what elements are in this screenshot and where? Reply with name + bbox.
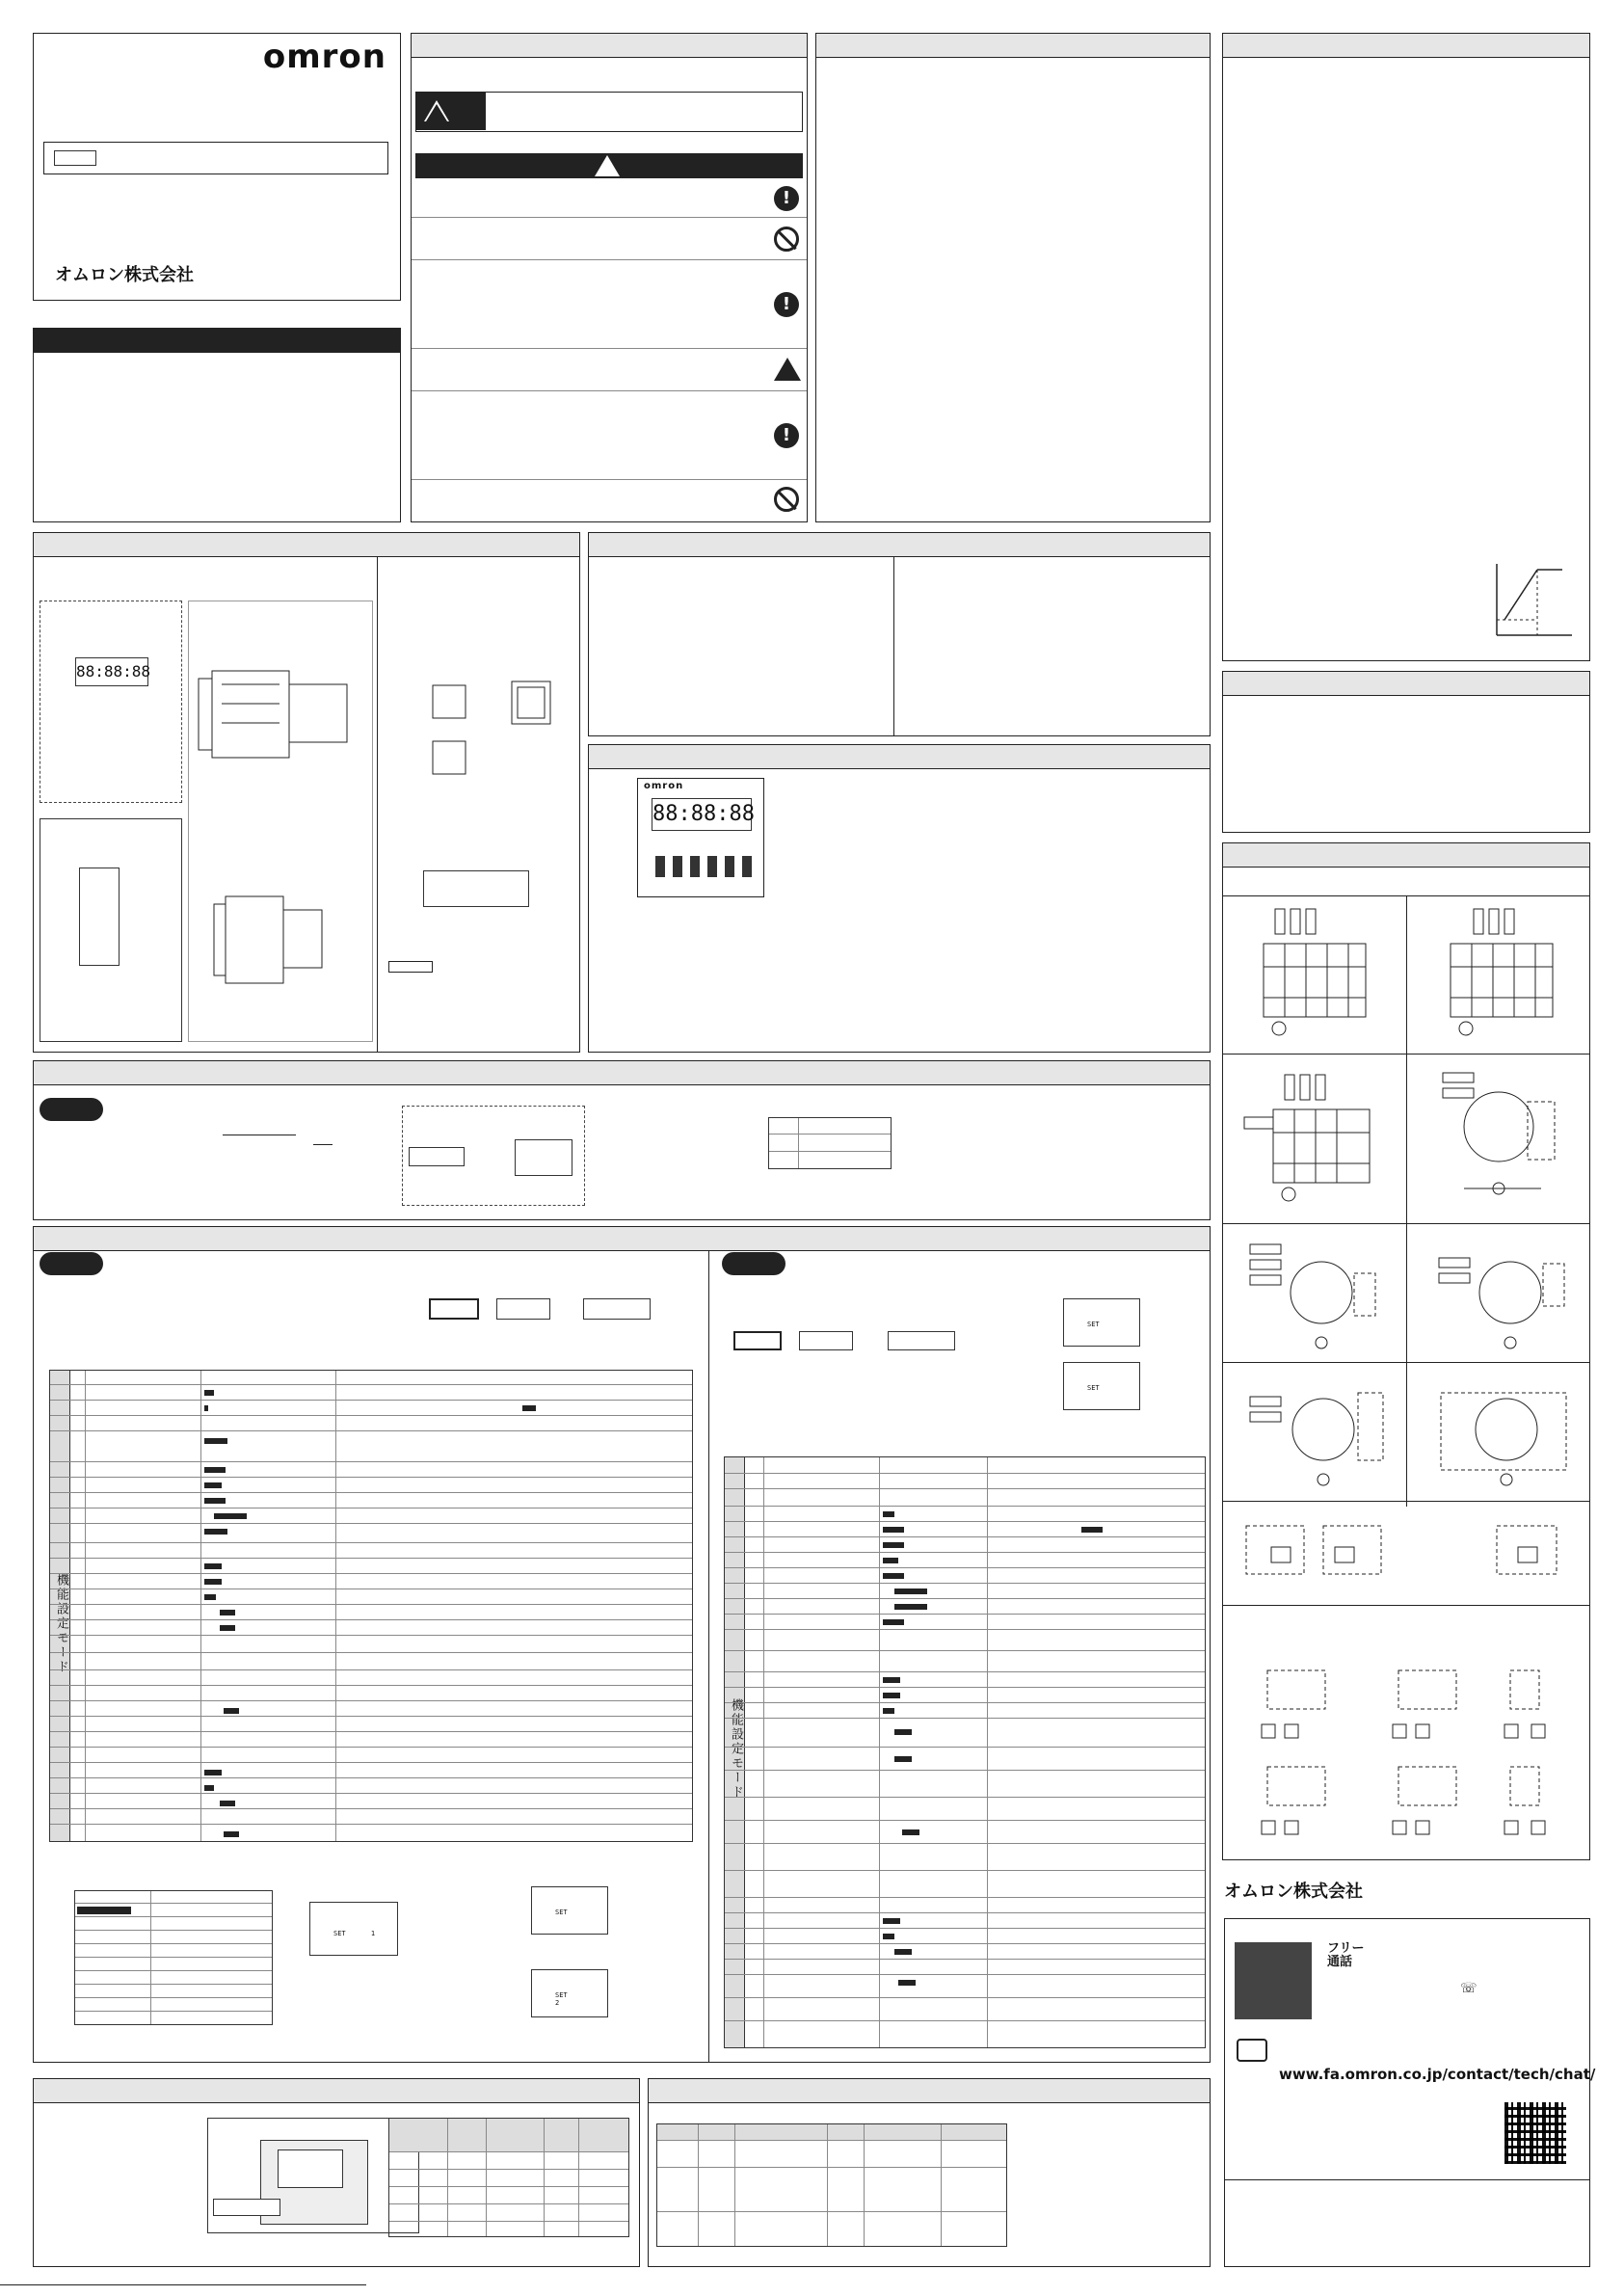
scaling-table xyxy=(768,1117,892,1169)
settings-table-right xyxy=(724,1456,1206,2048)
ratings-panel xyxy=(1222,671,1590,833)
input-diagrams xyxy=(1242,1518,1570,1595)
freecall-label: フリー通話 xyxy=(1327,1941,1365,1969)
company-name: オムロン株式会社 xyxy=(55,265,194,285)
device-photo xyxy=(207,2118,419,2233)
step-pill-3 xyxy=(722,1252,785,1275)
mode-label-right: 機能設定モード xyxy=(729,1698,743,1800)
set-display-bottom: SET xyxy=(1063,1362,1140,1410)
mode-label-left: 機能設定モード xyxy=(54,1573,68,1674)
value-display-3 xyxy=(531,1969,608,2017)
cover-panel xyxy=(33,33,401,301)
reset-table xyxy=(388,2118,629,2237)
mount-tag xyxy=(388,961,433,973)
output-diagrams xyxy=(1258,1661,1566,1854)
errors-panel xyxy=(648,2078,1211,2267)
settings-table-left xyxy=(49,1370,693,1842)
warning-title-bar xyxy=(415,153,803,178)
specs-header xyxy=(1223,34,1589,58)
footer-company: オムロン株式会社 xyxy=(1224,1882,1363,1902)
footer-rule xyxy=(0,2284,366,2285)
front-view xyxy=(40,601,182,803)
display-table xyxy=(74,1890,273,2025)
step-pill-2 xyxy=(40,1252,103,1275)
callout-box xyxy=(213,2199,280,2216)
side-view xyxy=(188,601,373,1042)
socket-diagram-6 xyxy=(1435,1235,1570,1354)
mandatory-action-icon: ! xyxy=(774,423,799,448)
parts-panel xyxy=(588,744,1211,1053)
socket-diagram-4 xyxy=(1435,1063,1560,1208)
device-front xyxy=(637,778,764,897)
function-header xyxy=(34,1227,1210,1251)
warning-banner xyxy=(415,92,803,132)
notice-header xyxy=(34,329,400,353)
errors-header xyxy=(649,2079,1210,2103)
parts-header xyxy=(589,745,1210,769)
panel-cutout xyxy=(415,678,560,784)
front-lcd: 88:88:88 xyxy=(75,657,148,686)
specs-panel xyxy=(1222,33,1590,661)
notice-panel xyxy=(33,328,401,522)
ratings-header xyxy=(1223,672,1589,696)
mandatory-action-icon: ! xyxy=(774,292,799,317)
chat-bubble-icon xyxy=(1237,2039,1267,2062)
mandatory-action-icon: ! xyxy=(774,186,799,211)
terminal-diagram-3 xyxy=(1235,1071,1379,1206)
reset-panel xyxy=(33,2078,640,2267)
socket-diagram-5 xyxy=(1246,1235,1381,1354)
precautions-header xyxy=(816,34,1210,58)
phone-icon: ☏ xyxy=(1460,1981,1478,1996)
terminal-diagram-1 xyxy=(1262,905,1370,1040)
dimensions-panel xyxy=(33,532,580,1053)
warning-triangle-icon xyxy=(595,155,620,176)
electric-shock-icon xyxy=(774,358,801,381)
model-tag xyxy=(54,150,96,166)
wiring-header xyxy=(1223,843,1589,868)
safety-panel xyxy=(411,33,808,522)
value-display-2: SET xyxy=(531,1886,608,1935)
model-box xyxy=(43,142,388,174)
prohibition-icon xyxy=(774,227,799,252)
dimensions-header xyxy=(34,533,579,557)
wiring-panel xyxy=(1222,842,1590,1860)
value-display-3-value: 2 xyxy=(555,1999,560,2007)
precautions-panel xyxy=(815,33,1211,522)
socket-diagram-7 xyxy=(1246,1374,1391,1493)
set-display-top: SET xyxy=(1063,1298,1140,1347)
flow-diagram xyxy=(402,1106,585,1206)
mount-diagram xyxy=(423,870,529,907)
value-display-1-set: SET xyxy=(333,1930,346,1937)
socket-diagram-8 xyxy=(1435,1374,1580,1493)
chat-url[interactable]: www.fa.omron.co.jp/contact/tech/chat/ xyxy=(1279,2066,1596,2083)
value-display-3-set: SET xyxy=(555,1991,568,1999)
safety-header xyxy=(412,34,807,58)
terminal-diagram-2 xyxy=(1449,905,1557,1040)
features-header xyxy=(589,533,1210,557)
features-panel xyxy=(588,532,1211,736)
device-lcd: 88:88:88 xyxy=(652,798,752,831)
scaling-header xyxy=(34,1061,1210,1085)
errors-table xyxy=(656,2123,1007,2247)
value-display-1 xyxy=(309,1902,398,1956)
socket-view xyxy=(40,818,182,1042)
contact-tile xyxy=(1235,1942,1312,2019)
timing-graph xyxy=(1495,562,1574,639)
function-panel xyxy=(33,1226,1211,2063)
scaling-panel xyxy=(33,1060,1211,1220)
qr-code-icon xyxy=(1504,2102,1566,2164)
step-pill-1 xyxy=(40,1098,103,1121)
value-display-1-value: 1 xyxy=(370,1930,376,1937)
device-logo: omron xyxy=(644,781,684,791)
omron-logo: omron xyxy=(262,38,386,76)
contact-panel xyxy=(1224,1918,1596,2267)
reset-header xyxy=(34,2079,639,2103)
no-disassembly-icon xyxy=(774,487,799,512)
